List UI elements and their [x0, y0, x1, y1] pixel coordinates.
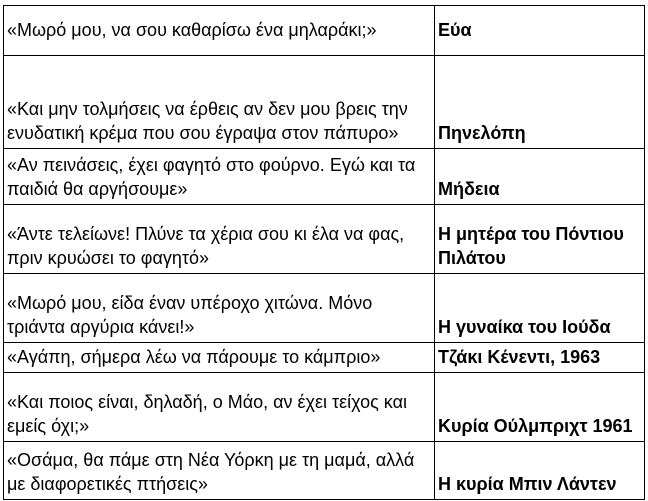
table-row — [4, 56, 645, 149]
quote-cell: «Αν πεινάσεις, έχει φαγητό στο φούρνο. Εγώ και τα παιδιά θα αργήσουμε» — [4, 149, 435, 205]
quote-cell: «Και μην τολμήσεις να έρθεις αν δεν μου βρεις την ενυδατική κρέμα που σου έγραψα στον πάπυρο» — [4, 56, 435, 149]
speaker-cell: Η κυρία Μπιν Λάντεν — [435, 442, 645, 500]
quote-cell: «Αγάπη, σήμερα λέω να πάρουμε το κάμπριο» — [4, 343, 435, 373]
table-row — [4, 274, 645, 343]
table-row — [4, 205, 645, 274]
quote-cell: «Οσάμα, θα πάμε στη Νέα Υόρκη με τη μαμά, αλλά με διαφορετικές πτήσεις» — [4, 442, 435, 500]
table-row — [4, 6, 645, 56]
speaker-cell: Εύα — [435, 6, 645, 56]
table-row — [4, 442, 645, 500]
speaker-cell: Η γυναίκα του Ιούδα — [435, 274, 645, 343]
speaker-cell: Η μητέρα του Πόντιου Πιλάτου — [435, 205, 645, 274]
quote-cell: «Και ποιος είναι, δηλαδή, ο Μάο, αν έχει τείχος και εμείς όχι;» — [4, 373, 435, 442]
quote-cell: «Μωρό μου, να σου καθαρίσω ένα μηλαράκι;» — [4, 6, 435, 56]
speaker-cell: Κυρία Ούλμπριχτ 1961 — [435, 373, 645, 442]
speaker-cell: Τζάκι Κένεντι, 1963 — [435, 343, 645, 373]
table-row — [4, 149, 645, 205]
quotes-table — [3, 5, 645, 500]
speaker-cell: Μήδεια — [435, 149, 645, 205]
quote-cell: «Άντε τελείωνε! Πλύνε τα χέρια σου κι έλα να φας, πριν κρυώσει το φαγητό» — [4, 205, 435, 274]
quote-cell: «Μωρό μου, είδα έναν υπέροχο χιτώνα. Μόνο τριάντα αργύρια κάνει!» — [4, 274, 435, 343]
speaker-cell: Πηνελόπη — [435, 56, 645, 149]
table-row — [4, 373, 645, 442]
table-row — [4, 343, 645, 373]
